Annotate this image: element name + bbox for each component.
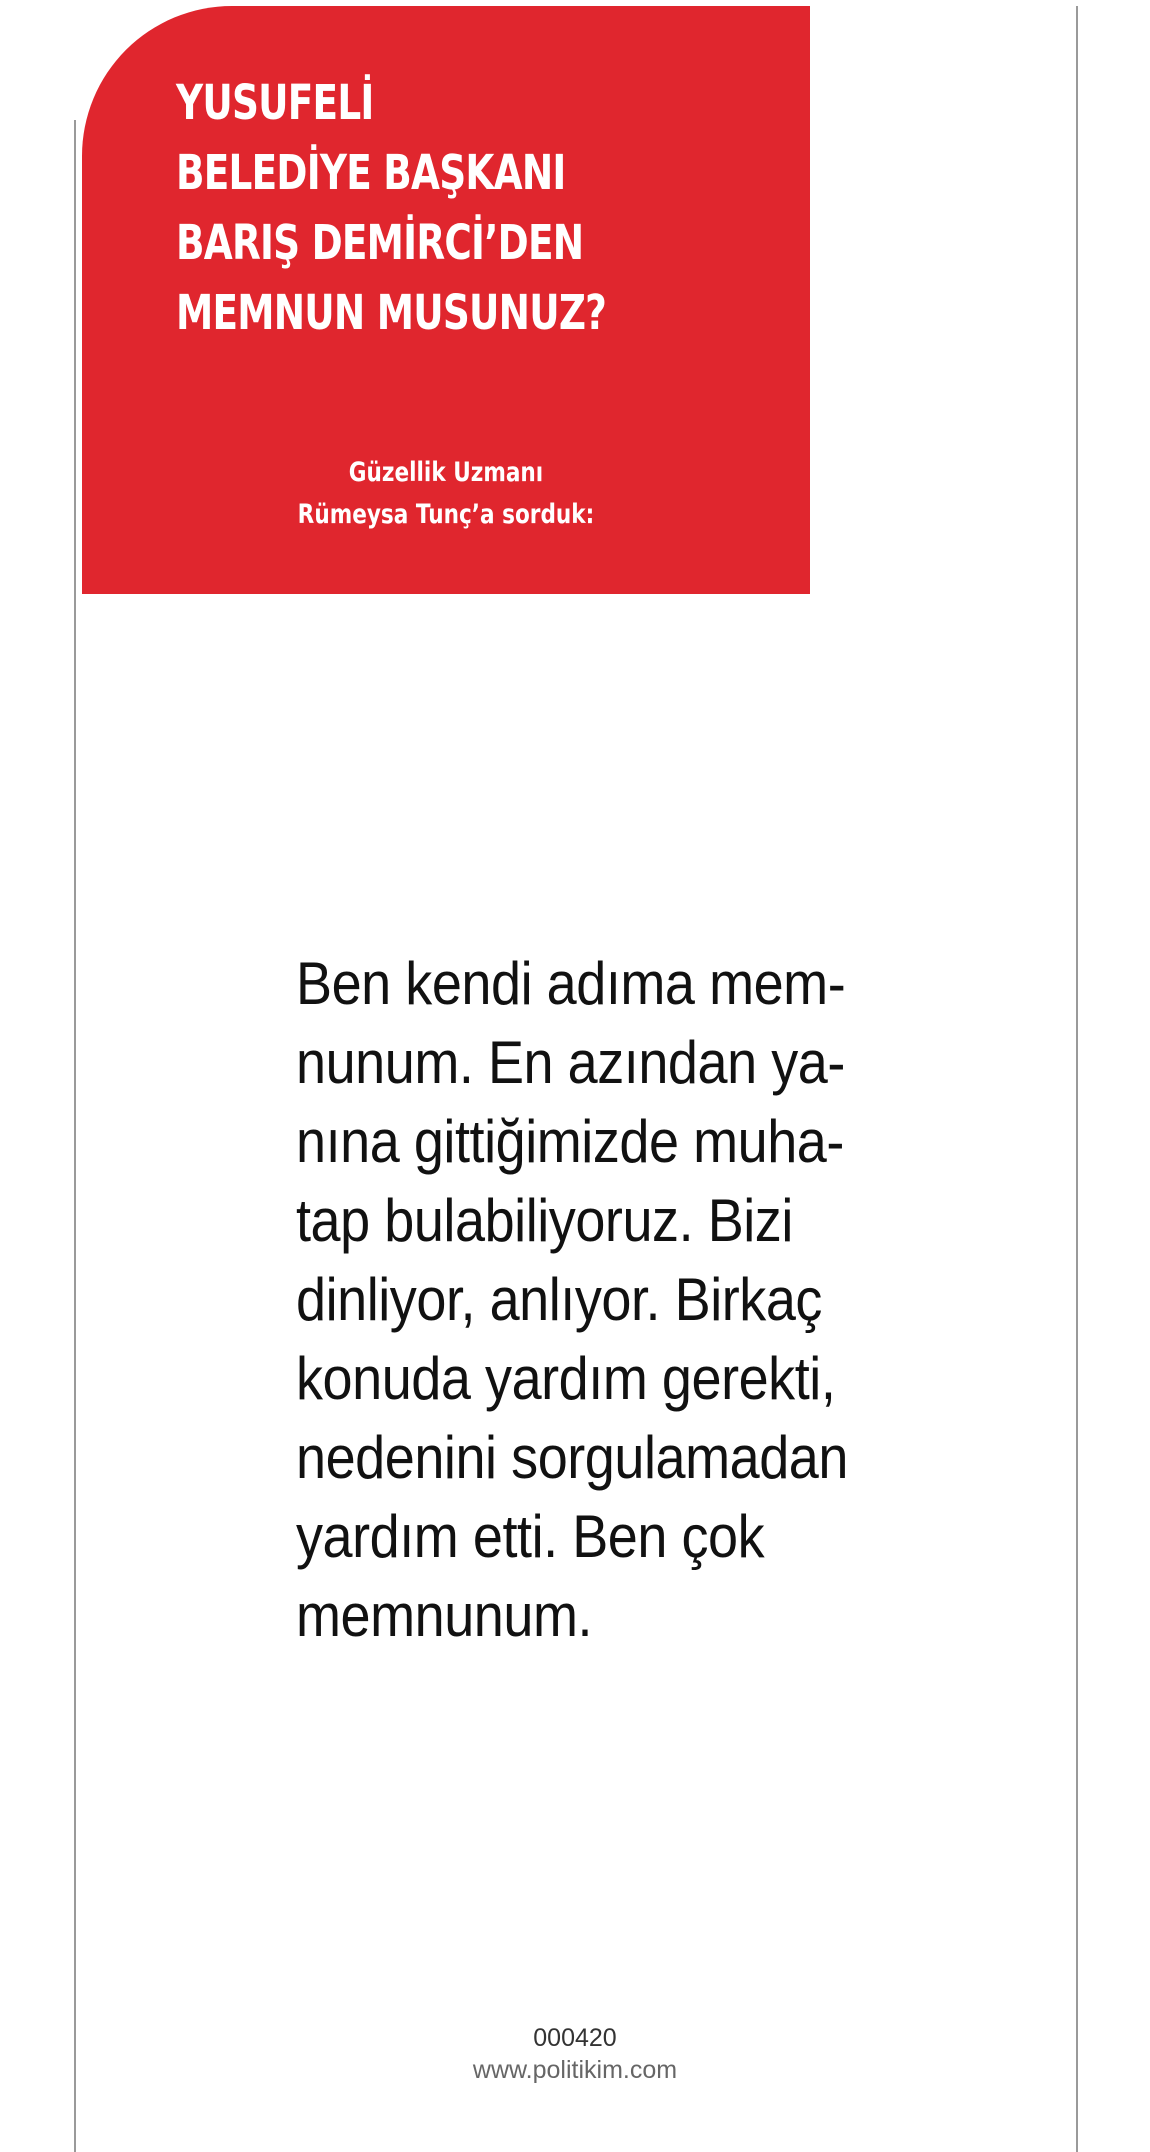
headline-line: BELEDİYE BAŞKANI (176, 145, 566, 201)
headline-line: MEMNUN MUSUNUZ? (176, 285, 607, 341)
quote-line: Ben kendi adıma mem- (296, 950, 846, 1017)
quote-line: memnunum. (296, 1582, 593, 1649)
quote-line: dinliyor, anlıyor. Birkaç (296, 1266, 822, 1333)
headline (176, 68, 607, 348)
byline (82, 452, 810, 536)
page-number: 000420 (533, 2024, 617, 2052)
byline-line: Rümeysa Tunç’a sorduk: (297, 499, 595, 530)
site-url: www.politikim.com (472, 2056, 678, 2084)
quote-text (296, 944, 854, 1655)
headline-line: YUSUFELİ (176, 75, 374, 131)
headline-line: BARIŞ DEMİRCİ’DEN (176, 215, 584, 271)
quote-line: tap bulabiliyoruz. Bizi (296, 1187, 793, 1254)
page-footer (0, 2022, 1150, 2086)
right-margin-rule (1076, 6, 1078, 2152)
quote-line: nedenini sorgulamadan (296, 1424, 848, 1491)
quote-line: yardım etti. Ben çok (296, 1503, 765, 1570)
quote-line: nunum. En azından ya- (296, 1029, 845, 1096)
quote-line: konuda yardım gerekti, (296, 1345, 836, 1412)
left-margin-rule (74, 120, 76, 2152)
quote-line: nına gittiğimizde muha- (296, 1108, 844, 1175)
byline-line: Güzellik Uzmanı (348, 457, 544, 488)
